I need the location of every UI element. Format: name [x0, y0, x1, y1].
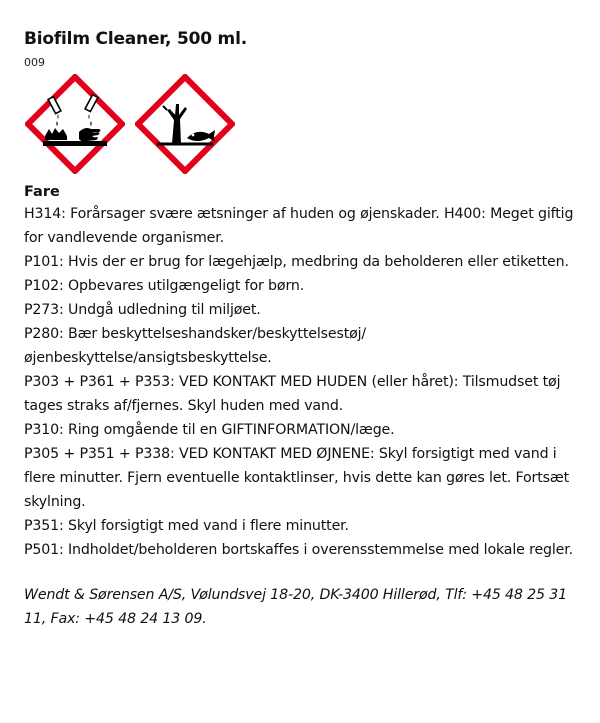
statement-p303-p361-p353: P303 + P361 + P353: VED KONTAKT MED HUDEN (eller håret): Tilsmudset tøj tages straks af/fjernes. Skyl huden med vand. — [24, 374, 561, 414]
statement-p101: P101: Hvis der er brug for lægehjælp, medbring da beholderen eller etiketten. — [24, 254, 569, 270]
statement-p273: P273: Undgå udledning til miljøet. — [24, 302, 261, 318]
product-code: 009 — [24, 56, 45, 69]
statement-p501: P501: Indholdet/beholderen bortskaffes i overensstemmelse med lokale regler. — [24, 542, 573, 558]
statement-p305-p351-p338: P305 + P351 + P338: VED KONTAKT MED ØJNENE: Skyl forsigtigt med vand i flere minutter. Fjern eventuelle kontaktlinser, hvis dette kan gøres let. Fortsæt skylning. — [24, 446, 570, 510]
statement-p351: P351: Skyl forsigtigt med vand i flere minutter. — [24, 518, 349, 534]
pictogram-row — [24, 74, 576, 182]
statement-p280: P280: Bær beskyttelseshandsker/beskyttelsestøj/ øjenbeskyttelse/ansigtsbeskyttelse. — [24, 326, 367, 366]
signal-word: Fare — [24, 184, 60, 200]
statement-p102: P102: Opbevares utilgængeligt for børn. — [24, 278, 305, 294]
supplier-info: Wendt & Sørensen A/S, Vølundsvej 18-20, DK-3400 Hillerød, Tlf: +45 48 25 31 11, Fax: +45 48 24 13 09. — [24, 587, 568, 627]
ghs05-corrosion-icon — [25, 74, 125, 174]
statement-p310: P310: Ring omgående til en GIFTINFORMATION/læge. — [24, 422, 395, 438]
product-title: Biofilm Cleaner, 500 ml. — [24, 29, 247, 49]
statement-h314-h400: H314: Forårsager svære ætsninger af huden og øjenskader. H400: Meget giftig for vandlevende organismer. — [24, 206, 574, 246]
ghs09-environment-icon — [135, 74, 235, 174]
hazard-statements — [24, 202, 576, 562]
